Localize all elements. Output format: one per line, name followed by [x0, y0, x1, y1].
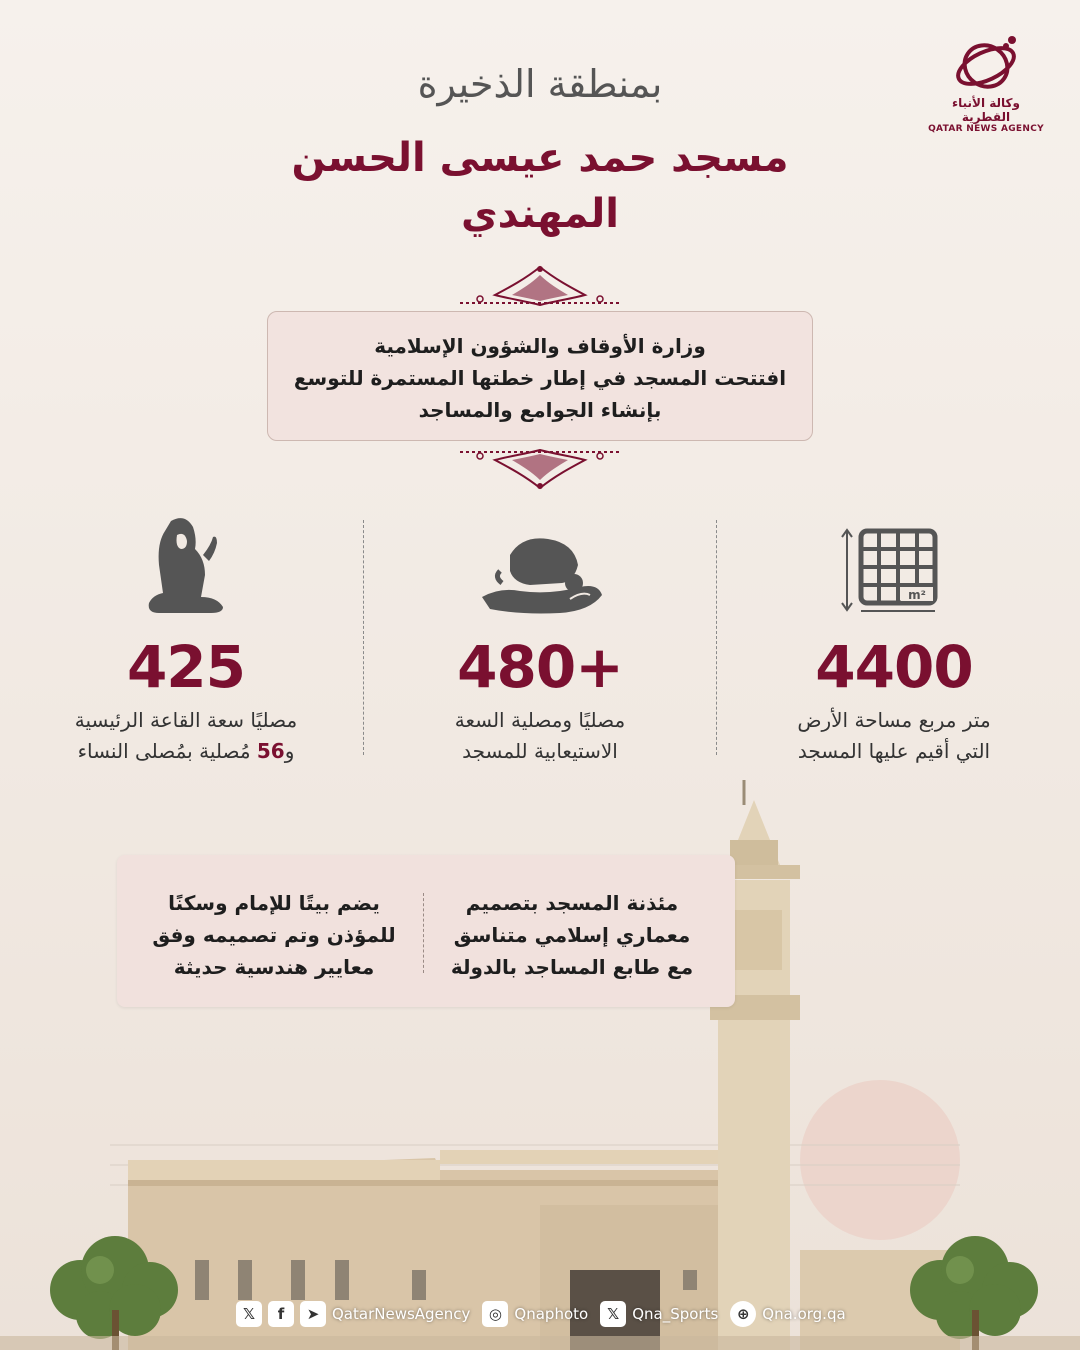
instagram-icon[interactable]: ◎ — [482, 1301, 508, 1327]
minaret-feature — [437, 887, 707, 983]
stat-divider — [363, 520, 364, 755]
title-line-1: مسجد حمد عيسى الحسن — [291, 135, 789, 181]
top-ornament — [460, 265, 620, 315]
website-link[interactable]: Qna.org.qa — [762, 1305, 846, 1323]
main-hall-desc-2 — [16, 736, 356, 767]
intro-line-2: افتتحت المسجد في إطار خطتها المستمرة للتوسع — [293, 366, 787, 390]
handle-qatarnewsagency[interactable]: QatarNewsAgency — [332, 1305, 471, 1323]
women-prefix: و — [284, 739, 295, 763]
area-unit-label: m² — [908, 588, 926, 602]
title-line-2: المهندي — [460, 191, 620, 237]
stat-divider — [716, 520, 717, 755]
facebook-icon[interactable]: f — [268, 1301, 294, 1327]
housing-line-2: للمؤذن وتم تصميمه وفق — [152, 923, 396, 947]
area-value: 4400 — [815, 633, 973, 701]
mosque-title — [0, 130, 1080, 242]
main-hall-desc-1: مصليًا سعة القاعة الرئيسية — [74, 708, 298, 732]
x-icon[interactable]: 𝕏 — [600, 1301, 626, 1327]
minaret-line-3: مع طابع المساجد بالدولة — [450, 955, 694, 979]
intro-line-1: وزارة الأوقاف والشؤون الإسلامية — [374, 334, 706, 358]
handle-qna-sports[interactable]: Qna_Sports — [632, 1305, 719, 1323]
stat-area — [724, 515, 1064, 767]
social-footer — [236, 1298, 852, 1330]
logo-arabic-name: وكالة الأنباء القطرية — [952, 96, 1020, 124]
features-divider — [423, 893, 424, 973]
women-suffix: مُصلية بمُصلى النساء — [77, 739, 257, 763]
housing-feature — [139, 887, 409, 983]
main-hall-value: 425 — [126, 633, 246, 701]
capacity-desc-2: الاستيعابية للمسجد — [462, 739, 618, 763]
housing-line-1: يضم بيتًا للإمام وسكنًا — [168, 891, 380, 915]
stat-capacity — [370, 515, 710, 767]
area-desc-1: متر مربع مساحة الأرض — [797, 708, 991, 732]
location-subtitle: بمنطقة الذخيرة — [417, 62, 663, 106]
logo-english-name: QATAR NEWS AGENCY — [928, 124, 1044, 134]
telegram-icon[interactable]: ➤ — [300, 1301, 326, 1327]
intro-box — [267, 311, 813, 441]
housing-line-3: معايير هندسية حديثة — [173, 955, 375, 979]
handle-qnaphoto[interactable]: Qnaphoto — [514, 1305, 589, 1323]
x-icon[interactable]: 𝕏 — [236, 1301, 262, 1327]
intro-line-3: بإنشاء الجوامع والمساجد — [418, 398, 662, 422]
minaret-line-1: مئذنة المسجد بتصميم — [465, 891, 679, 915]
minaret-line-2: معماري إسلامي متناسق — [453, 923, 691, 947]
praying-woman-icon — [141, 515, 231, 615]
stat-main-hall — [16, 515, 356, 767]
capacity-value: 480+ — [457, 633, 623, 701]
prostrating-worshipper-icon — [470, 525, 610, 615]
area-desc-2: التي أقيم عليها المسجد — [797, 739, 991, 763]
globe-icon[interactable]: ⊕ — [730, 1301, 756, 1327]
bottom-ornament — [460, 440, 620, 490]
capacity-desc-1: مصليًا ومصلية السعة — [454, 708, 626, 732]
features-box — [117, 855, 735, 1007]
area-grid-icon — [839, 525, 949, 615]
women-count: 56 — [256, 739, 285, 763]
